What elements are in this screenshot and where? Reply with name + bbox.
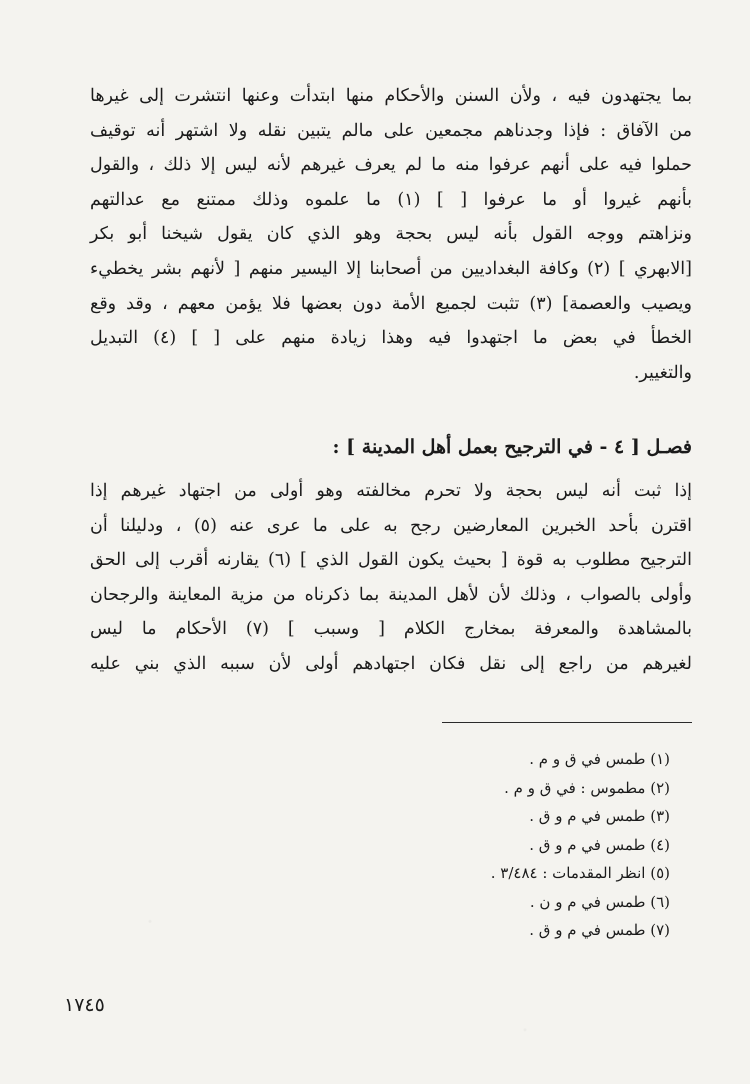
footnote-item: (٥) انظر المقدمات : ٣/٤٨٤ .: [490, 864, 670, 882]
text-line: [الابهري ] (٢) وكافة البغداديين من أصحابنا إلا اليسير منهم [ لأنهم بشر يخطيء: [90, 258, 692, 279]
text-line: ونزاهتم ووجه القول بأنه ليس بحجة وهو الذي كان يقول شيخنا أبو بكر: [90, 224, 692, 245]
footnote-item: (١) طمس في ق و م .: [529, 750, 670, 768]
text-line: الترجيح مطلوب به قوة [ بحيث يكون القول الذي ] (٦) يقارنه أقرب إلى الحق: [90, 550, 692, 571]
text-line: حملوا فيه على أنهم عرفوا منه ما لم يعرف غيرهم لأنه ليس إلا ذلك ، والقول: [90, 155, 692, 176]
main-paragraph-1: [90, 79, 692, 390]
footnote-item: (٣) طمس في م و ق .: [529, 807, 670, 825]
text-line: والتغيير.: [633, 362, 692, 383]
text-line: وأولى بالصواب ، وذلك لأن لأهل المدينة بما ذكرناه من مزية المعاينة والرجحان: [90, 584, 692, 605]
text-line: بأنهم غيروا أو ما عرفوا [ ] (١) ما علموه وذلك ممتنع مع عدالتهم: [90, 189, 692, 210]
footnotes: [300, 745, 670, 945]
page-number: ١٧٤٥: [64, 994, 105, 1016]
text-line: إذا ثبت أنه ليس بحجة ولا تحرم مخالفته وهو أولى من اجتهاد غيرهم إذا: [90, 481, 692, 501]
text-line: من الآفاق : فإذا وجدناهم مجمعين على مالم يتبين نقله ولا اشتهر أنه توقيف: [90, 120, 692, 141]
text-line: لغيرهم من راجع إلى نقل فكان اجتهادهم أولى لأن سببه الذي بني عليه: [90, 653, 692, 674]
text-line: اقترن بأحد الخبرين المعارضين رجح به على ما عرى عنه (٥) ، ودليلنا أن: [90, 515, 693, 536]
footnote-divider: [442, 722, 692, 723]
main-paragraph-2: [90, 474, 692, 682]
section-heading: فصـل [ ٤ - في الترجيح بعمل أهل المدينة ] :: [332, 436, 692, 458]
text-line: الخطأ في بعض ما اجتهدوا فيه وهذا زيادة منهم على [ ] (٤) التبديل: [90, 328, 692, 349]
text-line: ويصيب والعصمة] (٣) تثبت لجميع الأمة دون بعضها فلا يؤمن معهم ، وقد وقع: [90, 293, 692, 314]
footnote-item: (٦) طمس في م و ن .: [529, 892, 670, 911]
footnote-item: (٢) مطموس : في ق و م .: [504, 778, 670, 797]
text-line: بالمشاهدة والمعرفة بمخارج الكلام [ وسبب ] (٧) الأحكام ما ليس: [90, 619, 692, 640]
footnote-item: (٧) طمس في م و ق .: [529, 921, 670, 939]
text-line: بما يجتهدون فيه ، ولأن السنن والأحكام منها ابتدأت وعنها انتشرت إلى غيرها: [90, 86, 692, 106]
footnote-item: (٤) طمس في م و ق .: [529, 835, 670, 854]
